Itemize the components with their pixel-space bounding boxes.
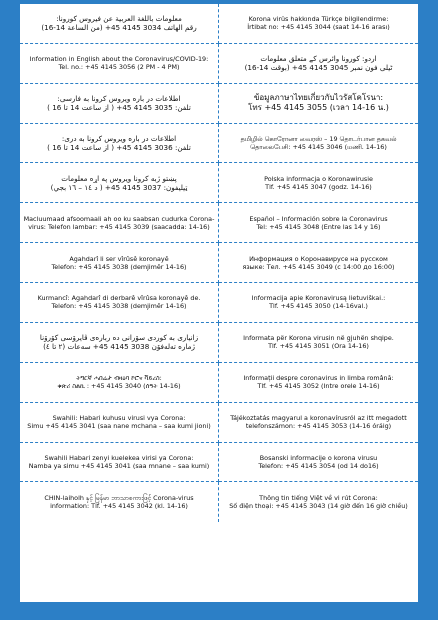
info-line-heading: پښتو ژبه کرونا ویروس په اړه معلومات <box>61 173 177 183</box>
info-line-phone: Namba ya simu +45 4145 3041 (saa mnane – saa kumi) <box>28 461 210 470</box>
info-line-phone: தொலைபேசி: +45 4145 3046 (மணி. 14-16) <box>250 143 387 152</box>
info-line-heading: Informații despre coronavirus in limba română: <box>243 374 394 383</box>
info-line-heading: Informacija apie Koronavirusą lietuviškai.: <box>251 294 386 303</box>
info-line-phone: โทร +45 4145 3055 (เวลา 14-16 น.) <box>248 103 389 113</box>
info-cell <box>20 4 219 44</box>
info-line-phone: ٹیلی فون نمبر 3045 4145 45+ (بوقت 14-16) <box>244 63 393 73</box>
info-line-heading: Kurmancî: Agahdarî di derbarê vîrûsa koronayê de. <box>37 294 201 303</box>
info-line-phone: Telefon: +45 4145 3038 (demjimêr 14-16) <box>51 302 187 311</box>
info-cell <box>219 203 418 243</box>
info-cell <box>219 44 418 84</box>
info-cell <box>20 124 219 164</box>
info-line-heading: Macluumaad afsoomaali ah oo ku saabsan cudurka Corona- <box>23 214 215 223</box>
info-line-heading: CHIN-laiholh နှင့် မြန်မာ ဘာသာစကားဖြင့် Corona-virus <box>44 494 194 503</box>
info-cell <box>219 4 418 44</box>
info-line-heading: Информация о Коронавирусе на русском <box>249 254 388 263</box>
info-cell <box>20 403 219 443</box>
info-line-heading: Español – Información sobre la Coronavirus <box>249 214 388 223</box>
info-line-phone: İrtibat no: +45 4145 3044 (saat 14-16 arası) <box>247 23 390 32</box>
info-line-heading: ข้อมูลภาษาไทยเกี่ยวกับไวรัสโคโรนา: <box>253 93 384 103</box>
info-line-heading: Korona virüs hakkında Türkçe bilgilendirme: <box>248 15 389 24</box>
info-cell <box>219 84 418 124</box>
info-cell <box>219 363 418 403</box>
info-cell <box>20 443 219 483</box>
info-line-heading: Information in English about the Coronavirus/COVID-19: <box>29 55 209 64</box>
info-line-heading: Informata për Korona virusin në gjuhën shqipe. <box>243 334 394 343</box>
info-line-phone: Tel: +45 4145 3048 (Entre las 14 y 16) <box>256 222 381 231</box>
info-line-heading: Polska informacja o Koronawirusie <box>264 174 373 183</box>
info-line-heading: Thông tin tiếng Việt về vi rút Corona: <box>259 494 378 503</box>
info-cell <box>20 84 219 124</box>
info-cell <box>20 203 219 243</box>
info-line-heading: Swahili: Habari kuhusu virusi vya Corona: <box>52 414 186 423</box>
info-line-heading: اطلاعات در باره ویروس کرونا به فارسی: <box>57 94 181 104</box>
info-line-phone: telefonszámon: +45 4145 3053 (14-16 óráig) <box>245 422 392 431</box>
info-line-heading: اردو: کورونا وائرس کے متعلق معلومات <box>260 54 377 64</box>
info-cell <box>20 44 219 84</box>
info-cell <box>20 323 219 363</box>
info-cell <box>219 443 418 483</box>
info-cell <box>20 363 219 403</box>
info-line-heading: Agahdarî li ser vîrûsê koronayê <box>69 254 169 263</box>
info-line-phone: Telefon: +45 4145 3054 (od 14 do16) <box>258 461 379 470</box>
info-line-phone: Telefon: +45 4145 3038 (demjimêr 14-16) <box>51 262 187 271</box>
info-sheet <box>20 4 418 602</box>
info-line-heading: معلومات باللغة العربية عن فيروس كورونا: <box>56 14 182 24</box>
info-line-phone: ټیلیفون: 3037 4145 45+ ( د ١٤ – ١٦ بجي) <box>50 182 188 192</box>
info-line-heading: Swahili Habari zenyi kuelekea virisi ya Corona: <box>44 453 194 462</box>
info-line-heading: ትግርኛ ሓበሬታ ብዛዕባ ኮሮና ቫይረስ: <box>76 374 162 383</box>
info-line-heading: Bosanski informacije o korona virusu <box>259 453 378 462</box>
info-line-phone: تلفن: 3035 4145 45+ ( از ساعت 14 تا 16 ) <box>47 103 191 113</box>
info-line-phone: virus: Telefon lambar: +45 4145 3039 (saacadda: 14-16) <box>28 222 210 231</box>
info-cell <box>219 283 418 323</box>
info-line-heading: Tájékoztatás magyarul a koronavírusról az itt megadott <box>230 414 407 423</box>
info-line-phone: Tel. no.: +45 4145 3056 (2 PM - 4 PM) <box>58 63 180 72</box>
info-cell <box>219 403 418 443</box>
info-cell <box>20 283 219 323</box>
info-grid <box>20 4 418 602</box>
info-cell <box>219 243 418 283</box>
info-line-heading: زانیاری بە کوردی سۆرانی دە ربارەی ڤایرۆسی کۆرۆنا <box>39 333 199 343</box>
info-line-phone: information: Tlf. +45 4145 3042 (kl. 14-16) <box>50 502 188 511</box>
info-cell <box>20 243 219 283</box>
info-cell <box>20 482 219 522</box>
info-line-heading: اطلاعات در باره ویروس کرونا به دری: <box>61 134 177 144</box>
info-line-phone: Tlf. +45 4145 3051 (Ora 14-16) <box>268 342 369 351</box>
info-cell <box>20 163 219 203</box>
info-line-heading: தமிழில் கொரோனா வைரஸ் – 19 தொடர்பான தகவல் <box>240 135 397 144</box>
info-line-phone: رقم الهاتف 3034 4145 45+ (من الساعة 14-16) <box>41 23 197 33</box>
info-cell <box>219 163 418 203</box>
info-line-phone: Tlf. +45 4145 3047 (godz. 14-16) <box>265 182 372 191</box>
info-cell <box>219 482 418 522</box>
info-line-phone: ژمارە تەلەفۆن 3038 4145 45+ سەعات (٢ تا ٤) <box>43 342 195 352</box>
info-line-phone: Tlf. +45 4145 3052 (Intre orele 14-16) <box>257 382 380 391</box>
info-line-phone: تلفن: 3036 4145 45+ ( از ساعت 14 تا 16 ) <box>47 143 191 153</box>
info-line-phone: ቁጽሪ ስልኪ : +45 4145 3040 (ሰዓት 14-16) <box>57 382 181 391</box>
info-line-phone: Simu +45 4145 3041 (saa nane mchana – saa kumi jioni) <box>27 422 211 431</box>
info-line-phone: Tlf. +45 4145 3050 (14-16val.) <box>269 302 368 311</box>
info-cell <box>219 124 418 164</box>
info-cell <box>219 323 418 363</box>
info-line-phone: Số điện thoại: +45 4145 3043 (14 giờ đến 16 giờ chiều) <box>229 502 408 511</box>
info-line-phone: языке: Тел. +45 4145 3049 (с 14:00 до 16:00) <box>242 262 395 271</box>
